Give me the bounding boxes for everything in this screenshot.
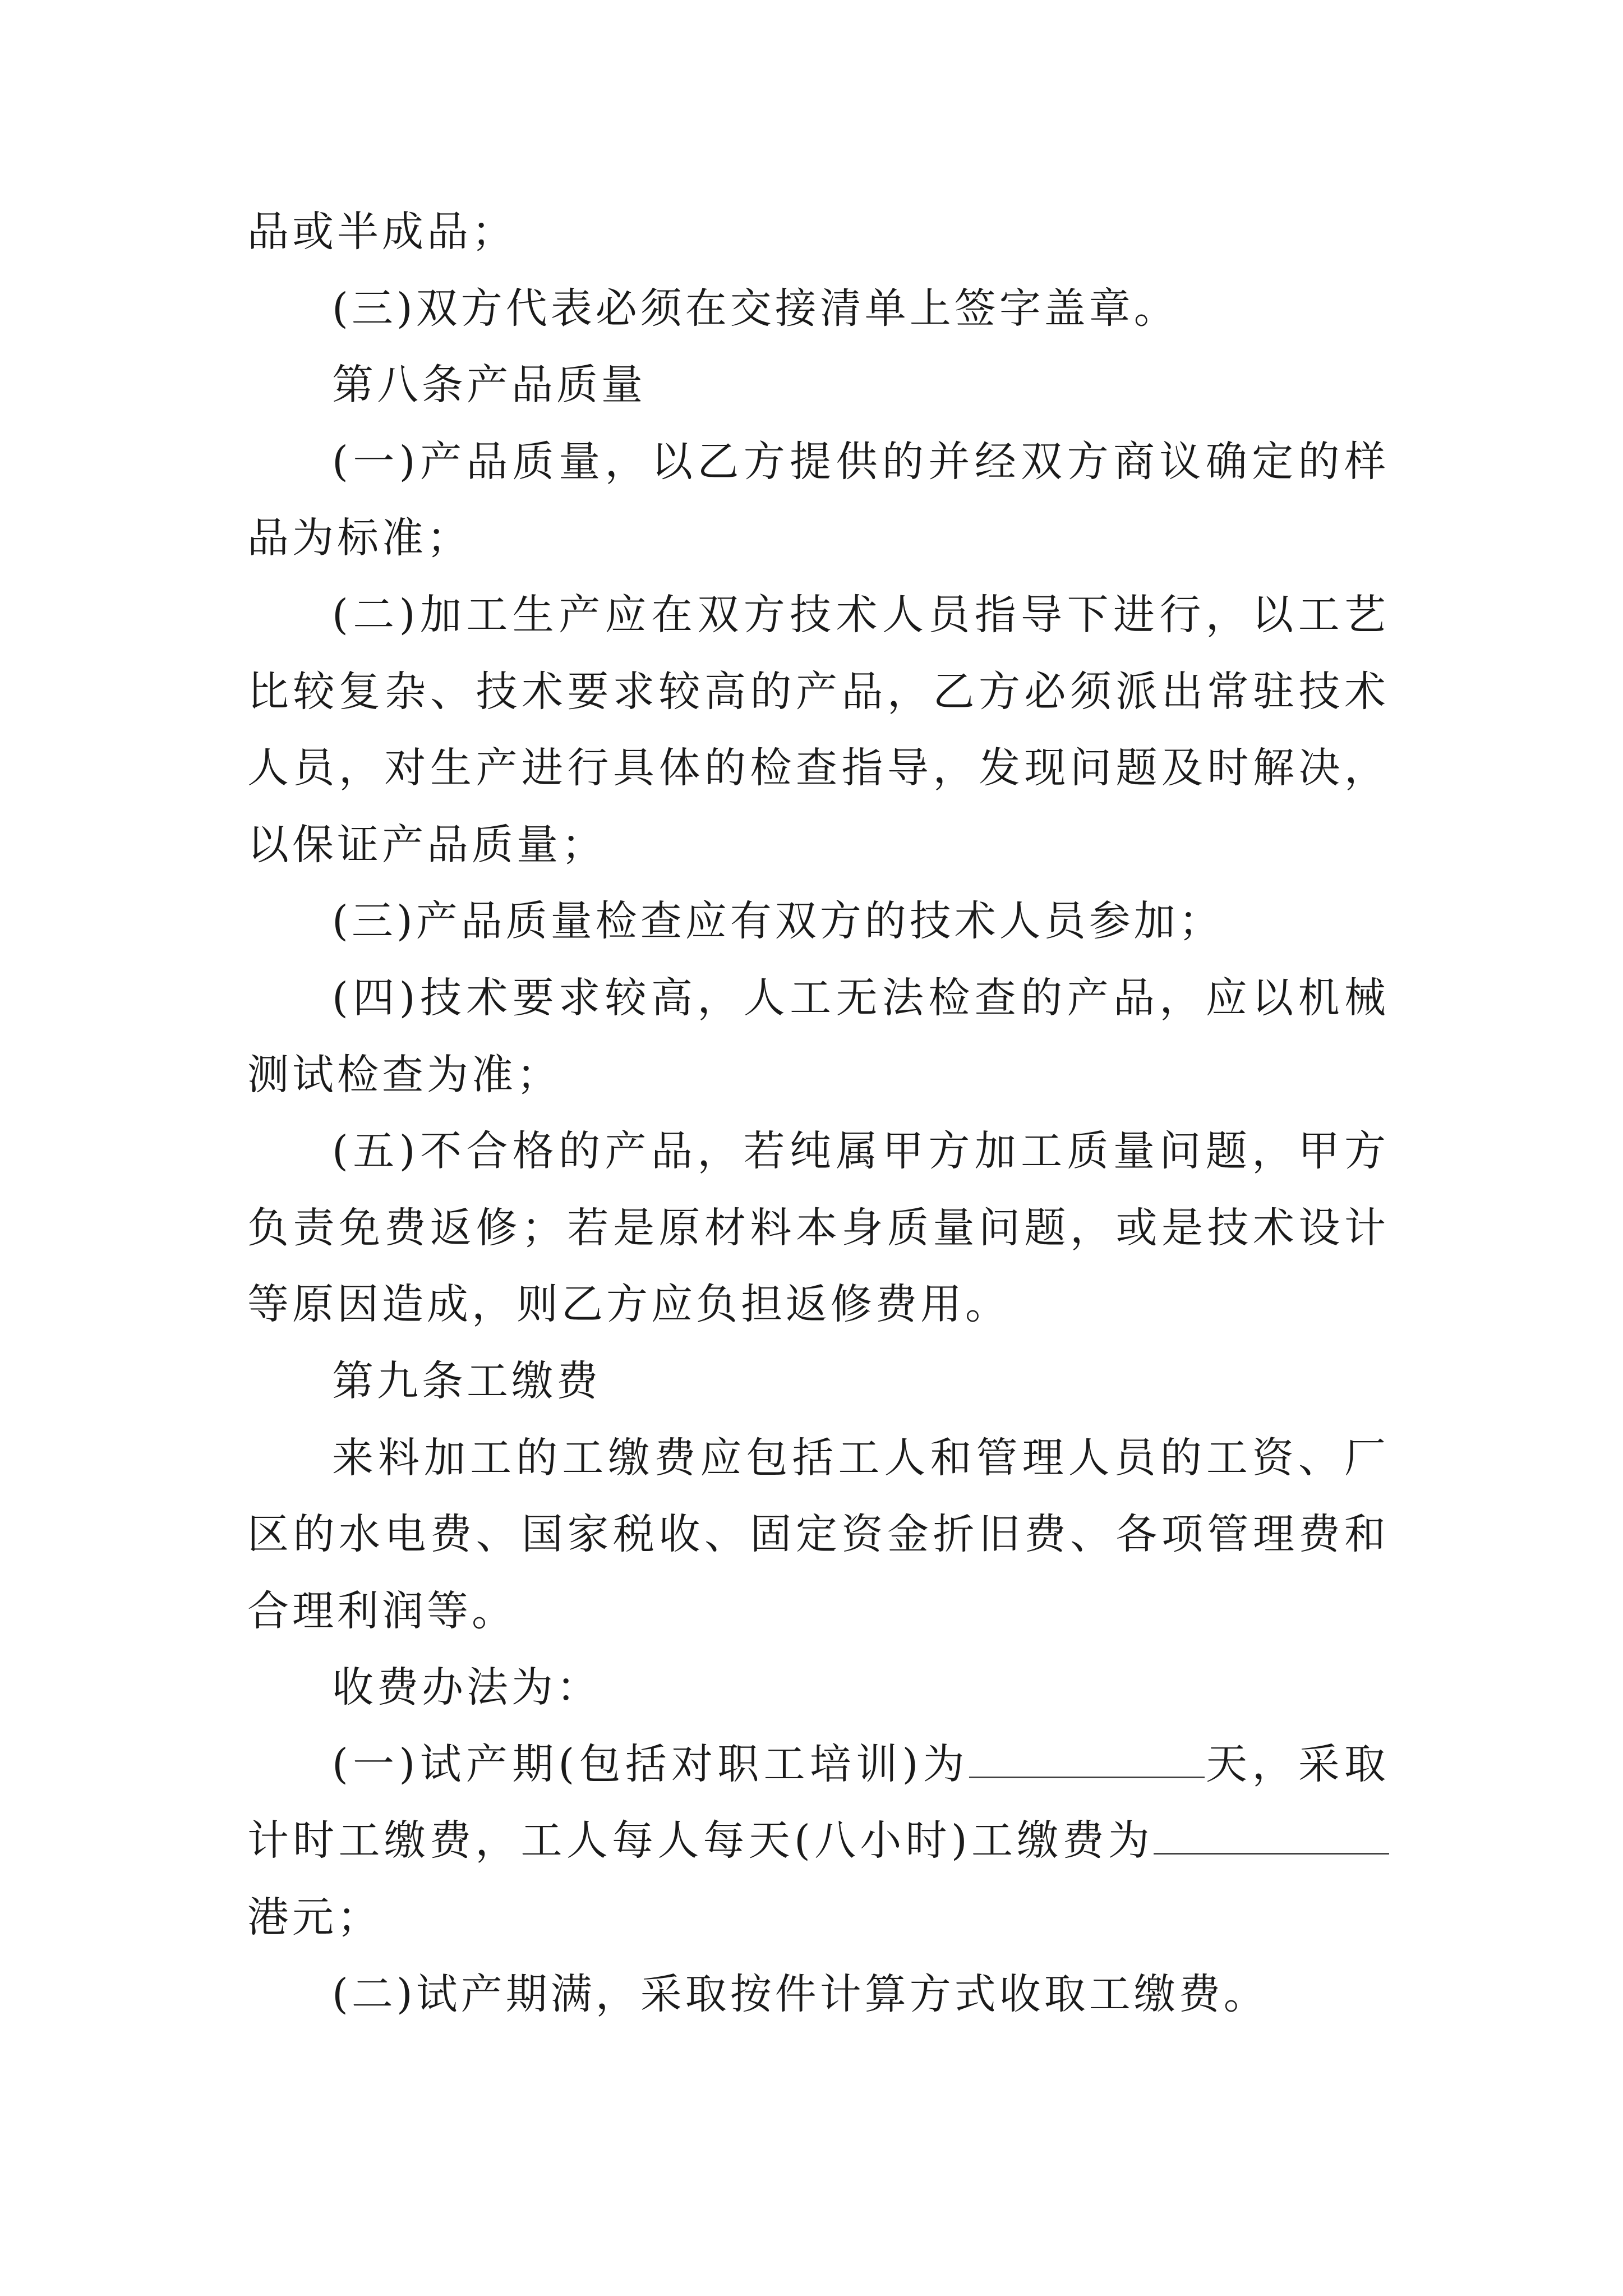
paragraph-piece-rate: (二)试产期满，采取按件计算方式收取工缴费。 <box>332 1970 1269 2018</box>
document-body <box>247 194 1389 2032</box>
paragraph-fee-components: 来料加工的工缴费应包括工人和管理人员的工资、厂区的水电费、国家税收、固定资金折旧费、各项管理费和合理利润等。 <box>247 1433 1389 1635</box>
paragraph-quality-standard: (一)产品质量，以乙方提供的并经双方商议确定的样品为标准； <box>247 437 1389 563</box>
paragraph-quality-inspection: (三)产品质量检查应有双方的技术人员参加； <box>332 897 1224 946</box>
trial-period-text-part3: 港元； <box>247 1893 382 1942</box>
paragraph-handover-signature: (三)双方代表必须在交接清单上签字盖章。 <box>332 284 1179 333</box>
paragraph-machine-testing: (四)技术要求较高，人工无法检查的产品，应以机械测试检查为准； <box>247 973 1389 1099</box>
trial-days-blank <box>969 1737 1205 1778</box>
paragraph-continuation: 品或半成品； <box>247 208 517 256</box>
paragraph-defective-products: (五)不合格的产品，若纯属甲方加工质量问题，甲方负责免费返修；若是原材料本身质量问题，或是技术设计等原因造成，则乙方应负担返修费用。 <box>247 1127 1389 1329</box>
paragraph-fee-method-intro: 收费办法为： <box>332 1663 601 1712</box>
paragraph-technical-guidance: (二)加工生产应在双方技术人员指导下进行，以工艺比较复杂、技术要求较高的产品，乙方必须派出常驻技术人员，对生产进行具体的检查指导，发现问题及时解决，以保证产品质量； <box>247 590 1389 869</box>
paragraph-trial-period <box>247 1726 1389 1956</box>
article-heading-processing-fee: 第九条工缴费 <box>332 1356 601 1405</box>
article-heading-quality: 第八条产品质量 <box>332 361 646 409</box>
trial-period-text-part1: (一)试产期(包括对职工培训)为 <box>332 1740 969 1788</box>
trial-period-text-part2: 天，采取计时工缴费，工人每人每天(八小时)工缴费为 <box>247 1740 1390 1865</box>
daily-fee-blank <box>1154 1814 1389 1855</box>
